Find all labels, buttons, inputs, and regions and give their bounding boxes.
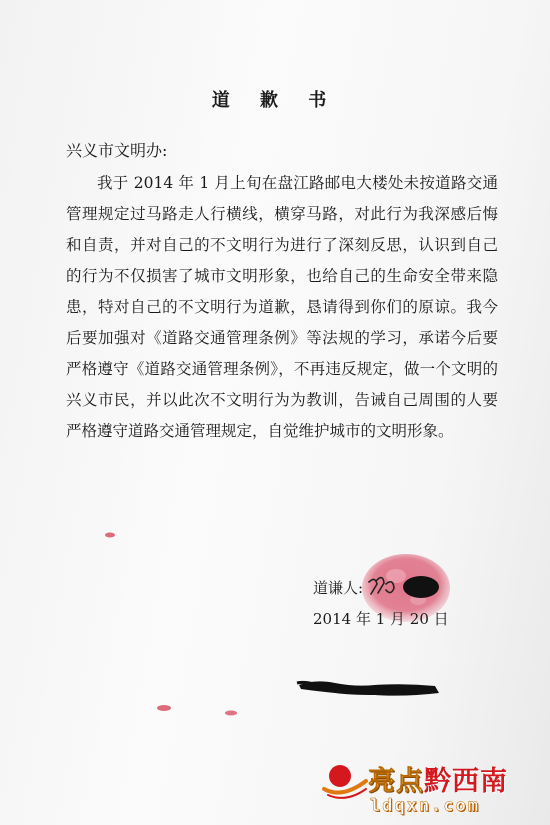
- signature-line: [313, 574, 441, 600]
- letter-body: 我于 2014 年 1 月上旬在盘江路邮电大楼处未按道路交通管理规定过马路走人行横线，横穿马路，对此行为我深感后悔和自责，并对自己的不文明行为进行了深刻反思，认识到自己的行为不仅损害了城市文明形象，也给自己的生命安全带来隐患，特对自己的不文明行为道歉，恳请得到你们的原谅。我今后要加强对《道路交通管理条例》等法规的学习，承诺今后要严格遵守《道路交通管理条例》，不再违反规定，做一个文明的兴义市民，并以此次不文明行为为教训，告诫自己周围的人要严格遵守道路交通管理规定，自觉维护城市的文明形象。: [66, 174, 498, 440]
- ink-speck: [103, 531, 117, 539]
- signature-label: 道谦人:: [313, 578, 364, 597]
- letter-date: 2014 年 1 月 20 日: [313, 610, 449, 628]
- ink-speck: [155, 703, 173, 713]
- handwritten-signature-icon: [367, 574, 401, 600]
- watermark-brand: [368, 759, 508, 798]
- site-watermark: [320, 755, 545, 821]
- redaction-marker-stroke: [295, 673, 445, 703]
- watermark-brand-part2: 黔西南: [424, 766, 508, 797]
- letter-salutation: 兴义市文明办:: [66, 141, 168, 160]
- ink-speck: [222, 708, 240, 718]
- signature-redaction-blot: [401, 574, 441, 600]
- watermark-logo-icon: [320, 759, 370, 801]
- watermark-brand-part1: 亮点: [368, 766, 424, 797]
- letter-title: 道 歉 书: [211, 90, 339, 111]
- watermark-url: ldqxn.com: [370, 796, 481, 816]
